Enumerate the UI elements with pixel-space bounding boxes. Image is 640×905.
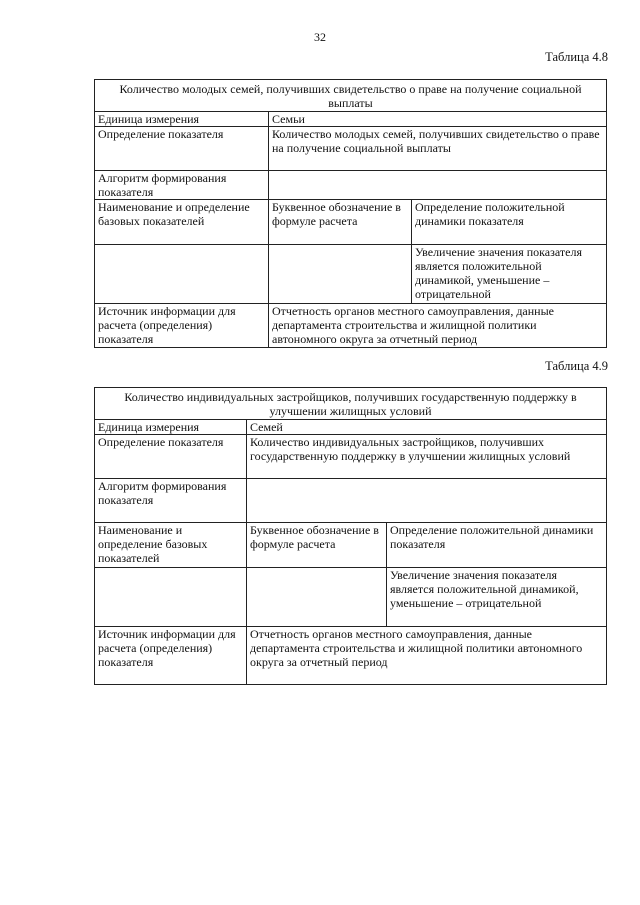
definition-value: Количество молодых семей, получивших свидетельство о праве на получение социальной выплаты	[269, 127, 607, 171]
positive-dynamics-value: Увеличение значения показателя является положительной динамикой, уменьшение – отрицательной	[412, 245, 607, 304]
table-title: Количество молодых семей, получивших свидетельство о праве на получение социальной выплаты	[95, 80, 607, 112]
algorithm-label: Алгоритм формирования показателя	[95, 171, 269, 200]
unit-value: Семьи	[269, 112, 607, 127]
algorithm-label: Алгоритм формирования показателя	[95, 479, 247, 523]
table-title: Количество индивидуальных застройщиков, получивших государственную поддержку в улучшении жилищных условий	[95, 388, 607, 420]
table-caption: Таблица 4.8	[545, 50, 608, 64]
positive-dynamics-label: Определение положительной динамики показателя	[387, 523, 607, 568]
positive-dynamics-label: Определение положительной динамики показателя	[412, 200, 607, 245]
algorithm-value	[269, 171, 607, 200]
letter-symbol-value	[269, 245, 412, 304]
base-indicators-label: Наименование и определение базовых показателей	[95, 523, 247, 568]
definition-label: Определение показателя	[95, 127, 269, 171]
letter-symbol-value	[247, 568, 387, 627]
source-label: Источник информации для расчета (определения) показателя	[95, 627, 247, 685]
definition-value: Количество индивидуальных застройщиков, получивших государственную поддержку в улучшении жилищных условий	[247, 435, 607, 479]
letter-symbol-label: Буквенное обозначение в формуле расчета	[247, 523, 387, 568]
base-indicators-label: Наименование и определение базовых показателей	[95, 200, 269, 245]
page-number: 32	[314, 30, 326, 44]
table-caption: Таблица 4.9	[545, 359, 608, 373]
source-label: Источник информации для расчета (определения) показателя	[95, 304, 269, 348]
source-value: Отчетность органов местного самоуправления, данные департамента строительства и жилищной политики автономного округа за отчетный период	[247, 627, 607, 685]
positive-dynamics-value: Увеличение значения показателя является положительной динамикой, уменьшение – отрицательной	[387, 568, 607, 627]
base-indicators-value	[95, 568, 247, 627]
unit-label: Единица измерения	[95, 112, 269, 127]
indicator-table	[94, 387, 607, 685]
unit-value: Семей	[247, 420, 607, 435]
algorithm-value	[247, 479, 607, 523]
definition-label: Определение показателя	[95, 435, 247, 479]
base-indicators-value	[95, 245, 269, 304]
letter-symbol-label: Буквенное обозначение в формуле расчета	[269, 200, 412, 245]
indicator-table	[94, 79, 607, 348]
unit-label: Единица измерения	[95, 420, 247, 435]
source-value: Отчетность органов местного самоуправления, данные департамента строительства и жилищной политики автономного округа за отчетный период	[269, 304, 607, 348]
